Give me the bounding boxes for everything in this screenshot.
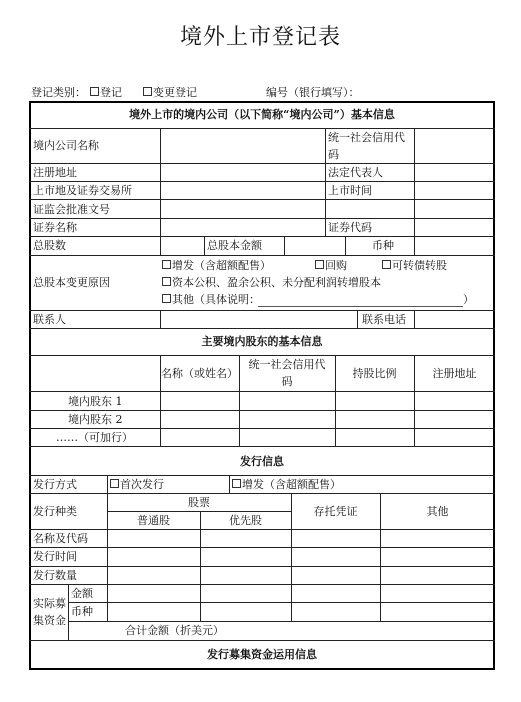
rule [29,493,495,494]
label-raised-funds-2: 集资金 [33,614,66,627]
rule [29,255,495,256]
label-contact: 联系人 [33,313,66,326]
checkbox-icon[interactable] [382,260,391,269]
checkbox-icon[interactable] [162,260,171,269]
label-curr: 币种 [71,605,93,618]
label-amount: 金额 [71,587,93,600]
rule [29,566,495,567]
rule [29,446,495,447]
rule [414,128,415,236]
checkbox-icon[interactable] [90,87,99,96]
rule [29,218,495,219]
reason-other[interactable]: 其他（具体说明： [162,293,260,307]
shareholder-row-1: 境内股东 1 [68,395,123,408]
label-csrc-doc: 证监会批准文号 [33,203,110,216]
label-other: 其他 [426,505,449,518]
option-change[interactable]: 变更登记 [143,84,197,100]
reason-convert[interactable]: 可转债转股 [382,259,447,273]
section-title-shareholders: 主要境内股东的基本信息 [201,335,323,348]
label-depositary: 存托凭证 [313,505,358,518]
rule [29,529,495,530]
rule [200,584,201,621]
rule [357,310,358,328]
rule [68,584,69,640]
col-name: 名称（或姓名） [161,367,238,380]
rule [68,602,495,603]
section-title-company: 境外上市的境内公司（以下简称“境内公司”）基本信息 [129,108,395,121]
section-title-issuance: 发行信息 [240,455,284,468]
rule [29,410,495,411]
rule [284,236,285,255]
rule [29,584,495,585]
shareholder-row-more: ……（可加行） [56,431,133,444]
label-listing-time: 上市时间 [328,184,372,197]
rule [160,128,161,255]
label-change-reason: 总股本变更原因 [33,276,110,289]
category-label: 登记类别： [31,86,86,99]
label-total-amount: 总股本金额 [207,239,262,252]
label-currency: 币种 [372,239,394,252]
label-company-name: 境内公司名称 [33,139,99,152]
number-label: 编号（银行填写）： [266,86,360,99]
rule [29,547,495,548]
col-credit-code: 统一社会信用代 [248,358,326,371]
label-legal-rep: 法定代表人 [328,166,383,179]
label-raised-funds: 实际募 [33,597,66,610]
method-additional[interactable]: 增发（含超额配售） [232,478,341,492]
label-credit-code: 统一社会信用代 [328,131,405,144]
label-credit-code-2: 码 [328,148,339,161]
col-ratio: 持股比例 [352,367,397,380]
rule [29,310,495,311]
rule [107,511,291,512]
rule [345,236,346,255]
rule [29,236,495,237]
rule [68,621,495,622]
reason-capital[interactable]: 资本公积、盈余公积、未分配利润转增股本 [162,276,381,290]
label-preferred: 优先股 [229,514,262,527]
checkbox-icon[interactable] [143,87,152,96]
rule [204,236,205,255]
col-credit-code-2: 码 [281,375,293,388]
label-ordinary: 普通股 [137,514,170,527]
checkbox-icon[interactable] [162,294,171,303]
rule [380,584,381,621]
label-total-usd: 合计金额（折美元） [125,624,224,637]
form-title: 境外上市登记表 [179,25,341,50]
reason-increase[interactable]: 增发（含超额配售） [162,259,271,273]
label-total-shares: 总股数 [33,239,66,252]
rule [29,640,495,641]
rule [29,355,495,356]
label-stock: 股票 [188,496,210,509]
checkbox-icon[interactable] [315,260,324,269]
reason-other-close: ） [463,293,474,306]
rule [160,310,161,328]
rule [107,475,108,584]
label-sec-name: 证券名称 [33,221,77,234]
other-underline[interactable] [258,306,463,307]
label-name-code: 名称及代码 [33,532,88,545]
rule [29,128,495,129]
label-reg-address: 注册地址 [33,166,77,179]
rule [291,584,292,621]
label-issue-method: 发行方式 [33,478,77,491]
rule [29,328,495,329]
rule [29,163,495,164]
shareholder-row-2: 境内股东 2 [68,413,123,426]
label-issue-qty: 发行数量 [33,569,77,582]
rule [29,475,495,476]
rule [29,181,495,182]
section-title-funds-usage: 发行募集资金运用信息 [207,648,317,661]
label-sec-code: 证券代码 [328,221,372,234]
option-register[interactable]: 登记 [90,84,122,100]
rule [414,310,415,328]
rule [229,475,230,493]
label-listing-place: 上市地及证券交易所 [33,184,132,197]
rule [414,236,415,255]
label-issue-time: 发行时间 [33,550,77,563]
rule [107,584,108,621]
method-ipo[interactable]: 首次发行 [110,478,164,492]
col-address: 注册地址 [432,367,477,380]
rule [29,391,495,392]
label-phone: 联系电话 [362,313,406,326]
checkbox-icon[interactable] [110,479,119,488]
rule [29,199,495,200]
checkbox-icon[interactable] [232,479,241,488]
reason-buyback[interactable]: 回购 [315,259,347,273]
label-issue-kind: 发行种类 [33,505,77,518]
rule [29,428,495,429]
checkbox-icon[interactable] [162,277,171,286]
rule [325,128,326,236]
